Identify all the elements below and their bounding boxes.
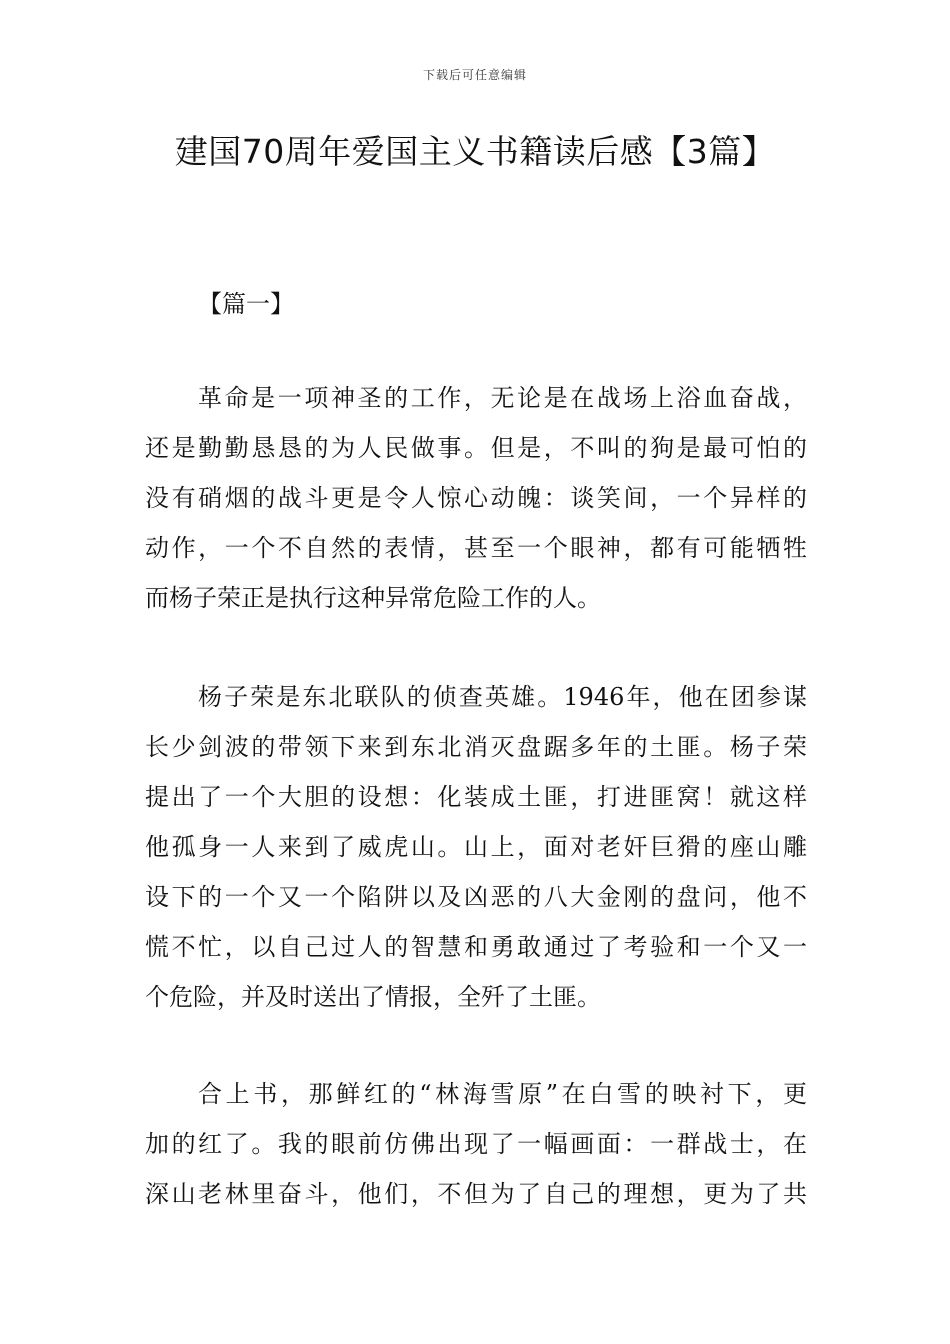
header-note: 下载后可任意编辑: [422, 68, 527, 82]
paragraph-line: 设下的一个又一个陷阱以及凶恶的八大金刚的盘问，他不: [145, 883, 807, 911]
paragraph-line: 个危险，并及时送出了情报，全歼了土匪。: [145, 983, 601, 1011]
paragraph-line: 长少剑波的带领下来到东北消灭盘踞多年的土匪。杨子荣: [145, 733, 807, 761]
paragraph-line: 没有硝烟的战斗更是令人惊心动魄：谈笑间，一个异样的: [145, 484, 807, 512]
paragraph-1: [145, 373, 807, 623]
paragraph-line: 加的红了。我的眼前仿佛出现了一幅画面：一群战士，在: [145, 1130, 807, 1158]
paragraph-line: 杨子荣是东北联队的侦查英雄。1946年，他在团参谋: [198, 683, 807, 711]
paragraph-2: [145, 672, 807, 1022]
paragraph-line: 还是勤勤恳恳的为人民做事。但是，不叫的狗是最可怕的: [145, 434, 807, 462]
paragraph-line: 慌不忙，以自己过人的智慧和勇敢通过了考验和一个又一: [145, 933, 807, 961]
paragraph-line: 深山老林里奋斗，他们，不但为了自己的理想，更为了共: [145, 1180, 807, 1208]
paragraph-line: 他孤身一人来到了威虎山。山上，面对老奸巨猾的座山雕: [145, 833, 807, 861]
paragraph-line: 提出了一个大胆的设想：化装成土匪，打进匪窝！就这样: [145, 783, 807, 811]
section-heading: 【篇一】: [198, 290, 294, 318]
paragraph-line: 动作，一个不自然的表情，甚至一个眼神，都有可能牺牲: [145, 534, 807, 562]
paragraph-line: 革命是一项神圣的工作，无论是在战场上浴血奋战，: [198, 384, 807, 412]
paragraph-line: 合上书，那鲜红的“林海雪原”在白雪的映衬下，更: [198, 1080, 807, 1108]
document-title: 建国70周年爱国主义书籍读后感【3篇】: [174, 132, 776, 171]
paragraph-3: [145, 1069, 807, 1219]
paragraph-line: 而杨子荣正是执行这种异常危险工作的人。: [145, 584, 601, 612]
